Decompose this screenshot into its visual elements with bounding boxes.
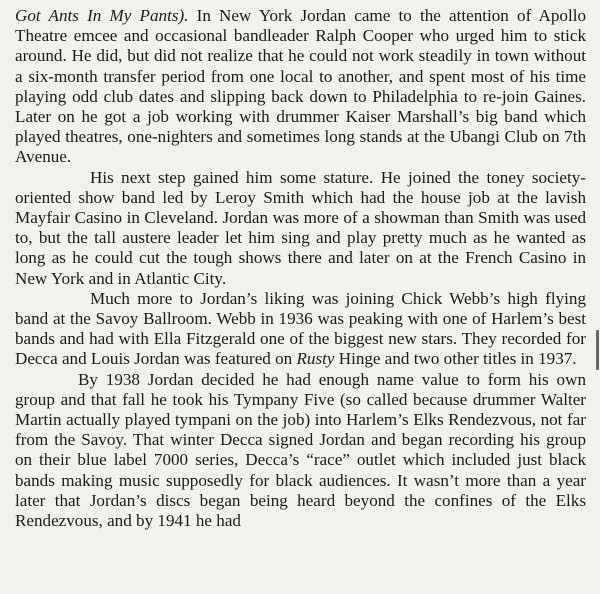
paragraph-3-segment-2: Rusty <box>296 349 335 369</box>
paragraph-3 <box>15 289 586 370</box>
paragraph-2 <box>15 168 586 289</box>
paragraph-4-segment-1: By 1938 Jordan decided he had enough name value to form his own group and that fall he took his Tympany Five (so called because drummer Walter Martin actually played tympani on the job) into Harlem’s Elks Rendezvous, not far from the Savoy. That winter Decca signed Jordan and began recording his group on their blue label 7000 series, Decca’s “race” outlet which included just black bands making music supposedly for black audiences. It wasn’t more than a year later that Jordan’s discs began being heard beyond the confines of the Elks Rendezvous, and by 1941 he had <box>15 369 586 531</box>
paragraph-2-segment-1: His next step gained him some stature. He joined the toney society-oriented show band led by Leroy Smith which had the house job at the lavish Mayfair Casino in Cleveland. Jordan was more of a showman than Smith was used to, but the tall austere leader let him sing and play pretty much as he wanted as long as he could cut the tough shows there and later on at the French Casino in New York and in Atlantic City. <box>15 167 586 288</box>
paragraph-1 <box>15 6 586 168</box>
paragraph-4 <box>15 370 586 532</box>
paragraph-1-segment-1: Got Ants In My Pants). <box>15 6 189 25</box>
paragraph-3-segment-1: Much more to Jordan’s liking was joining Chick Webb’s high flying band at the Savoy Ballroom. Webb in 1936 was peaking with one of Harlem’s best bands and had with Ella Fitzgerald one of the biggest new stars. They recorded for Decca and Louis Jordan was featured on <box>15 288 586 369</box>
paragraph-3-segment-3: Hinge and two other titles in 1937. <box>334 349 577 369</box>
page-edge-mark <box>596 330 599 370</box>
paragraph-1-segment-2: In New York Jordan came to the attention of Apollo Theatre emcee and occasional bandleader Ralph Cooper who urged him to stick around. He did, but did not realize that he could not work steadily in town without a six-month transfer period from one local to another, and spent most of his time playing odd club dates and slipping back down to Philadelphia to re-join Gaines. Later on he got a job working with drummer Kaiser Marshall’s big band which played theatres, one-nighters and sometimes long stands at the Ubangi Club on 7th Avenue. <box>15 6 586 167</box>
